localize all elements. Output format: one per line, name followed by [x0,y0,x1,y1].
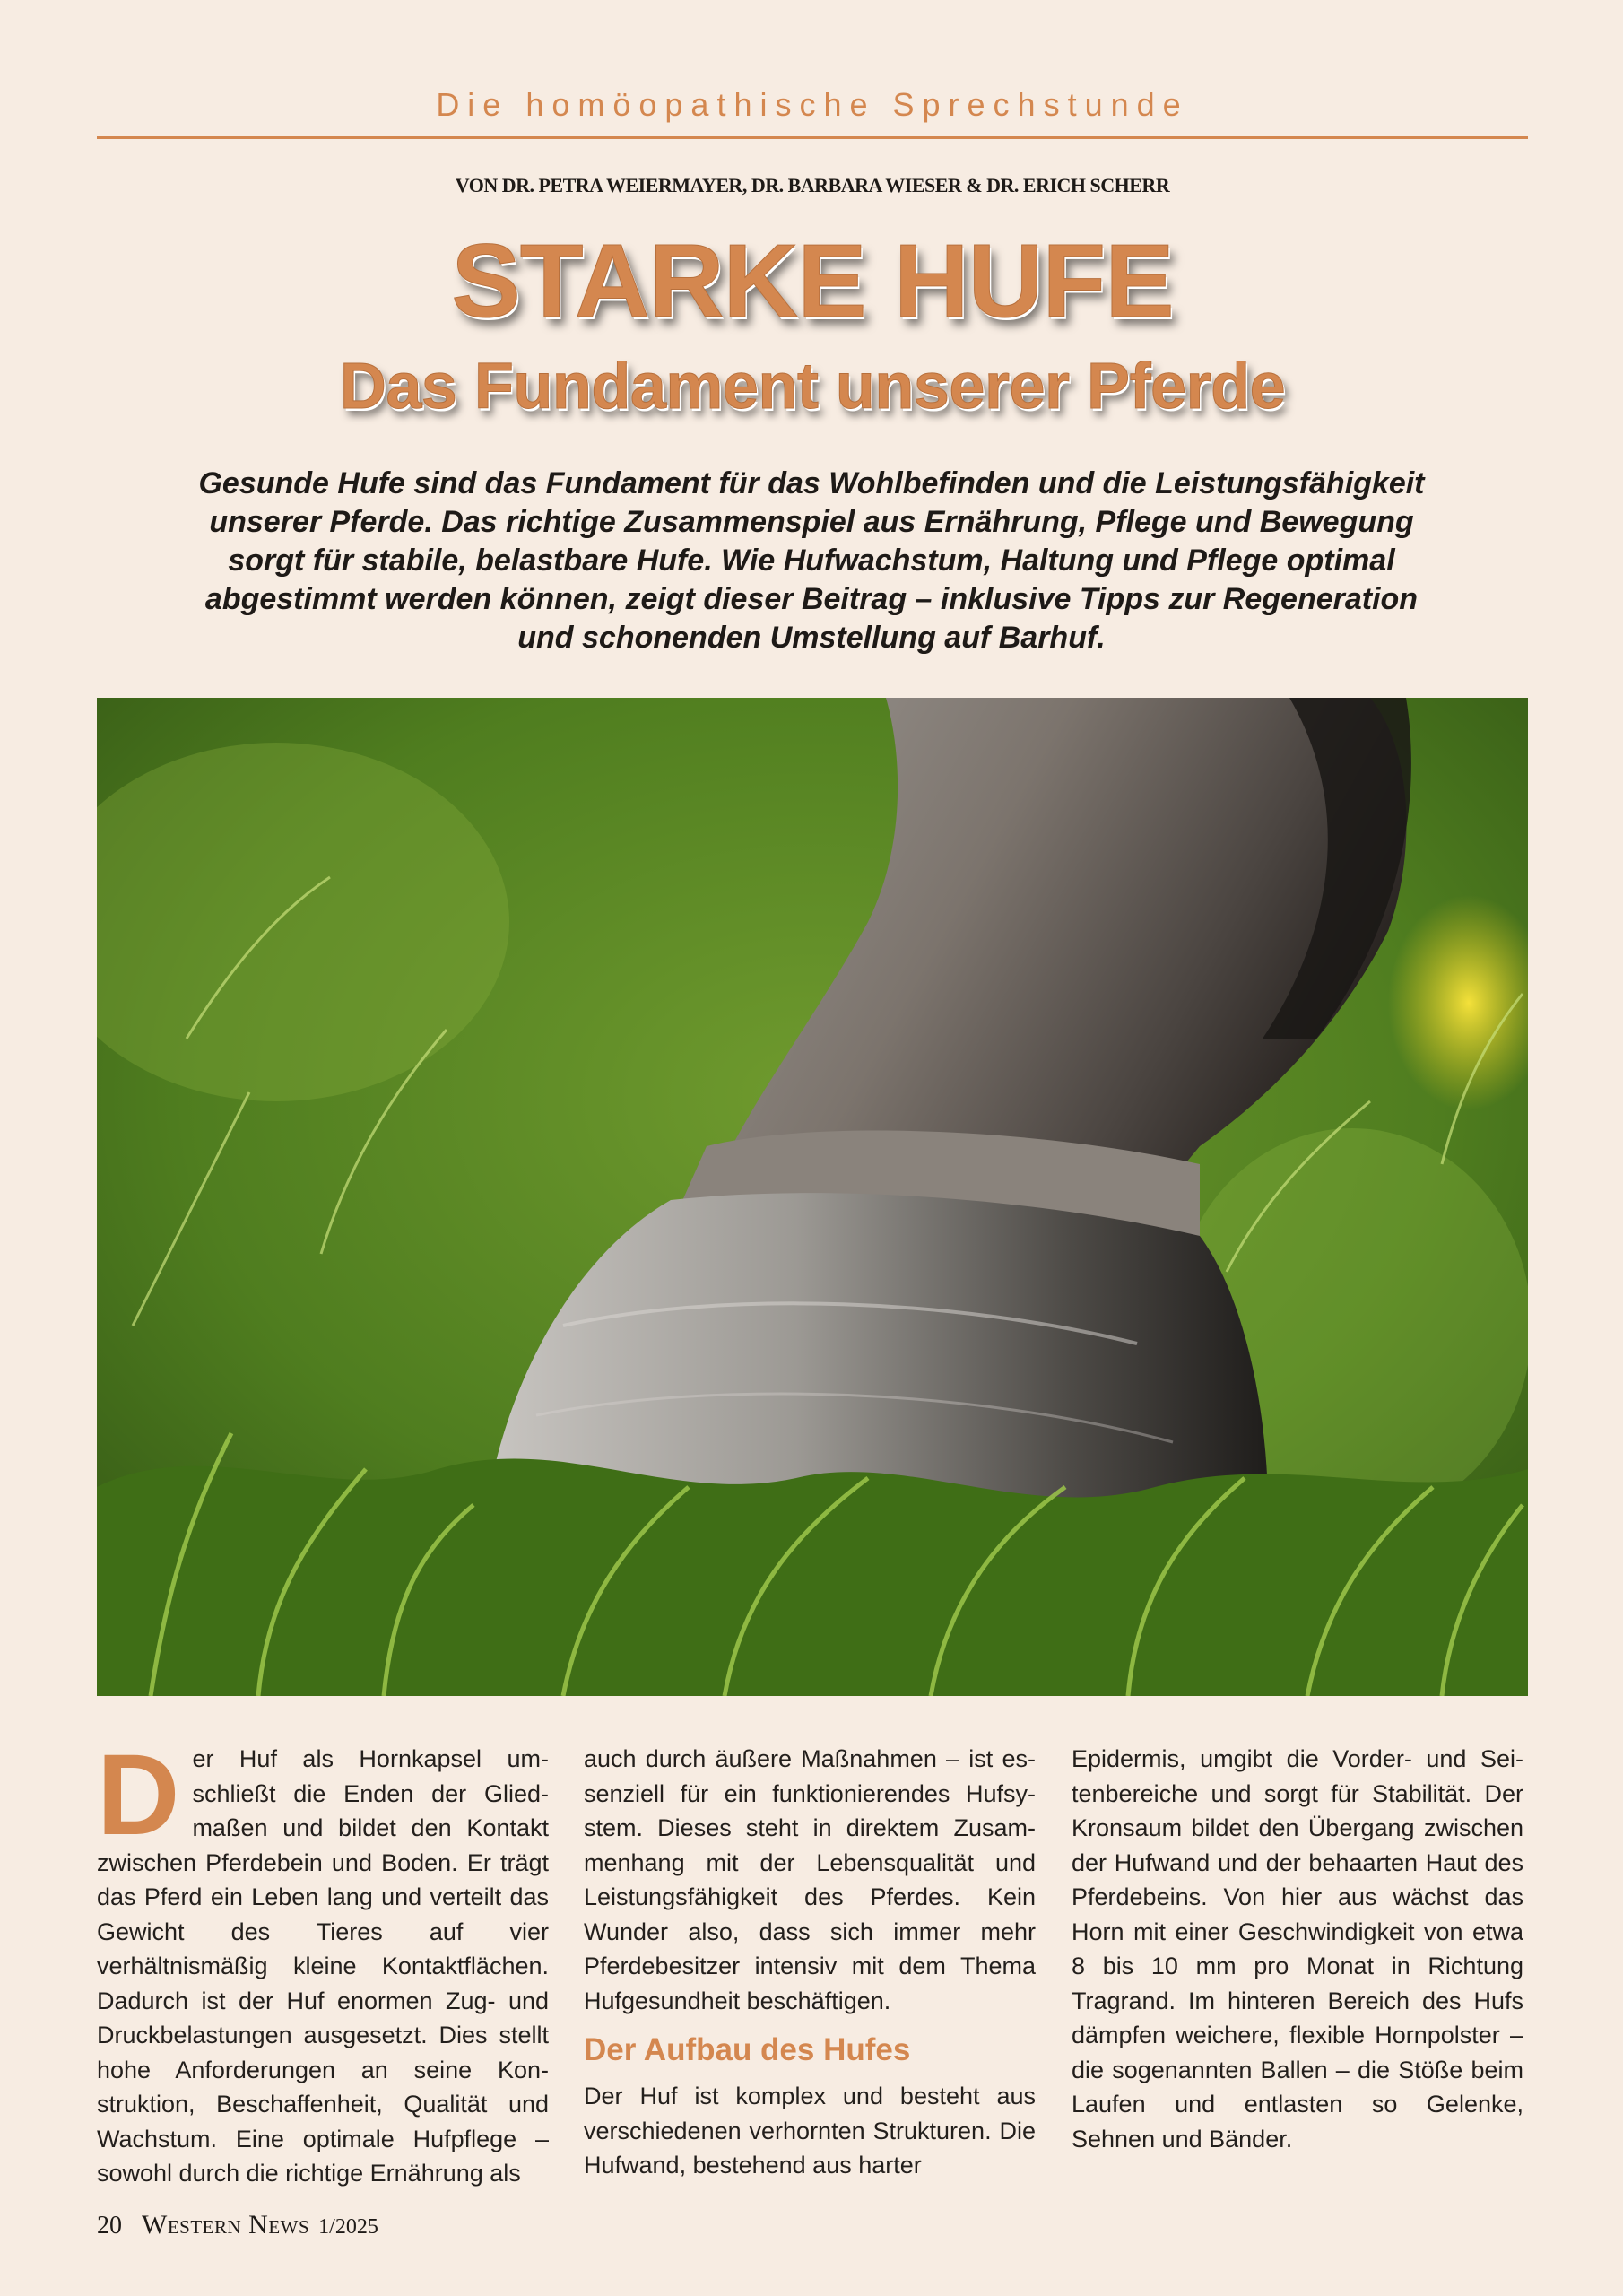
page-footer [97,2210,378,2240]
column-3-text: Epidermis, umgibt die Vorder- und Seitenbereiche und sorgt für Stabilität. Der Kronsaum bildet den Übergang zwischen der Hufwand und der behaarten Haut des Pferdebeins. Von hier aus wächst das Horn mit einer Geschwindigkeit von etwa 8 bis 10 mm pro Monat in Richtung Tragrand. Im hinteren Bereich des Hufs dämpfen weichere, flexible Hornpolster – die sogenannten Ballen – die Stöße beim Laufen und entlasten so Gelenke, Sehnen und Bänder. [1072,1745,1523,2152]
page-number: 20 [97,2212,122,2239]
article-title: STARKE HUFE [451,222,1174,339]
horse-hoof-in-grass-photo-icon [97,698,1528,1696]
magazine-name: Western News [142,2210,310,2239]
column-2-paragraph-2: Der Huf ist komplex und besteht aus verschiedenen verhornten Strukturen. Die Hufwand, bestehend aus harter [584,2083,1036,2179]
drop-cap: D [97,1731,180,1859]
body-column-2 [584,1742,1036,2183]
body-column-1 [97,1731,549,2191]
byline: VON DR. PETRA WEIERMAYER, DR. BARBARA WIESER & DR. ERICH SCHERR [455,174,1170,196]
article-subtitle: Das Fundament unserer Pferde [339,351,1286,422]
lead-paragraph: Gesunde Hufe sind das Fundament für das Wohlbefinden und die Leistungsfähigkeit unserer Pferde. Das richtige Zusammenspiel aus Ernährung, Pflege und Bewegung sorgt für stabile, belastbare Hufe. Wie Hufwachstum, Haltung und Pflege optimal abgestimmt werden können, zeigt dieser Beitrag – inklusive Tipps zur Regeneration und schonenden Umstellung auf Barhuf. [198,466,1425,655]
section-kicker: Die homöopathische Sprechstunde [436,86,1189,123]
header-rule [97,136,1528,139]
issue-number: 1/2025 [318,2215,378,2239]
column-1-text: er Huf als Hornkapsel umschließt die Enden der Gliedmaßen und bildet den Kontakt zwischen Pferdebein und Boden. Er trägt das Pferd ein Leben lang und verteilt das Gewicht des Tieres auf vier verhältnismäßig kleine Kontaktflächen. Dadurch ist der Huf enormen Zug- und Druckbelastungen ausgesetzt. Dies stellt hohe Anforderungen an seine Konstruktion, Beschaffenheit, Qualität und Wachstum. Eine optimale Hufpflege – sowohl durch die richtige Ernährung als [97,1745,549,2187]
column-2-paragraph-1: auch durch äußere Maßnahmen – ist essenziell für ein funktionierendes Hufsystem. Dieses steht in direktem Zusammenhang mit der Lebensqualität und Leistungsfähigkeit des Pferdes. Kein Wunder also, dass sich immer mehr Pferdebesitzer intensiv mit dem Thema Hufgesundheit beschäftigen. [584,1745,1036,2014]
body-column-3 [1072,1742,1523,2156]
horse-hoof-photo [97,698,1528,1696]
section-heading: Der Aufbau des Hufes [584,2032,911,2067]
